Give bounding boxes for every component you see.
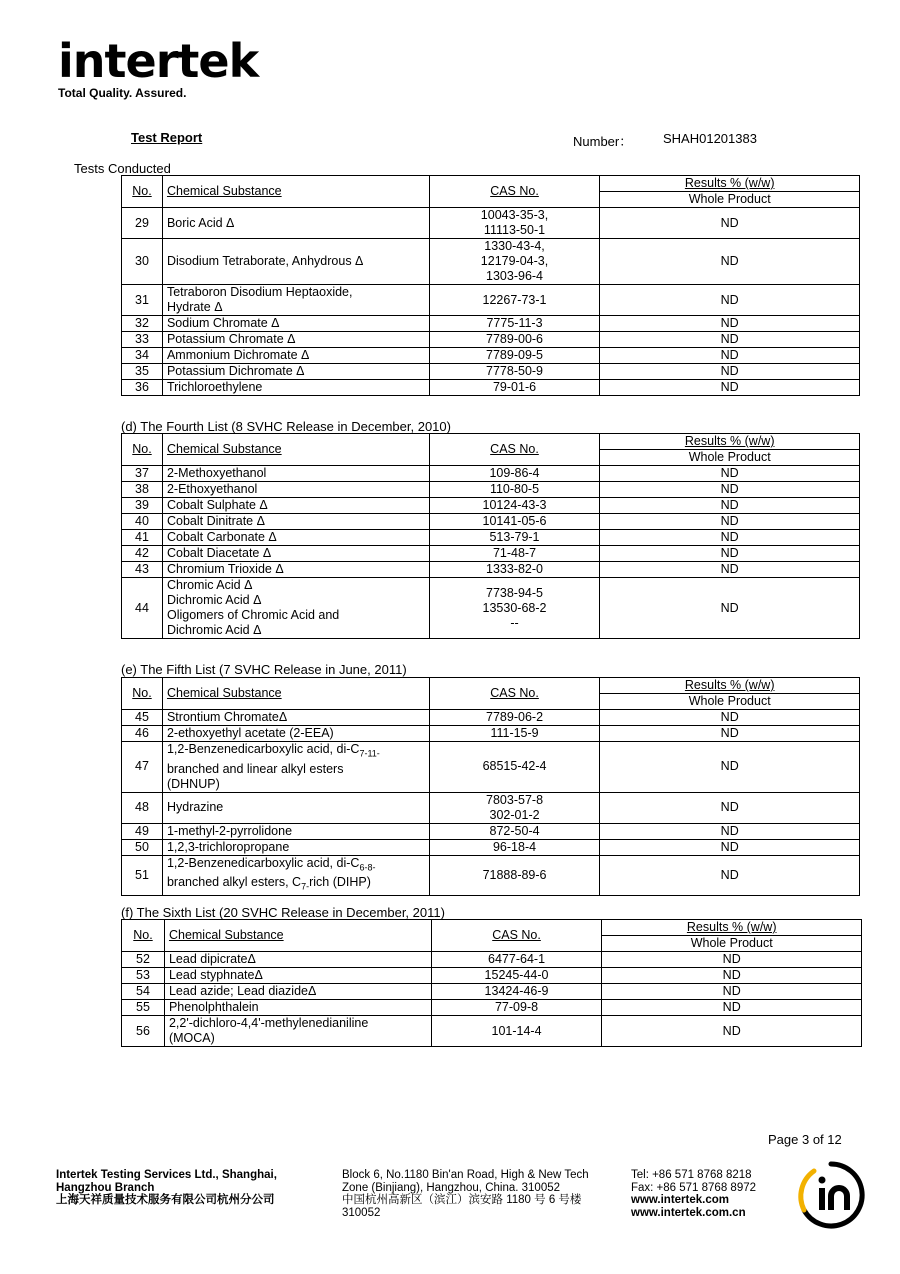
row-substance [162,726,429,742]
row-result: ND [600,239,860,285]
row-result: ND [600,546,860,562]
substance-name-line: 1,2-Benzenedicarboxylic acid, $di-C_{7-11-}$ [166,742,380,759]
table-header-row [122,920,862,936]
row-result: ND [600,742,860,793]
row-cas [429,466,600,482]
row-result: ND [602,968,862,984]
substance-name-line: Hydrate Δ [166,300,223,314]
row-result: ND [600,208,860,239]
svhc-table-third-list [121,175,860,396]
table-row [122,285,860,316]
footer-website-link[interactable]: www.intertek.com [631,1194,729,1206]
table-row [122,792,860,823]
footer-address-line: Block 6, No.1180 Bin'an Road, High & New Tech [342,1169,589,1181]
cas-number-line: 71-48-7 [492,546,537,560]
cas-number-line: 1330-43-4, [484,239,545,253]
row-substance [162,710,429,726]
table-row [122,984,862,1000]
row-result: ND [600,466,860,482]
substance-name-line: Lead styphnateΔ [168,968,263,982]
cas-number-line: 110-80-5 [489,482,540,496]
column-header-substance: Chemical Substance [162,678,429,710]
cas-number-line: 96-18-4 [492,839,537,854]
section-title-fifth-list: (e) The Fifth List (7 SVHC Release in June, 2011) [121,662,407,677]
table-row [122,332,860,348]
column-header-results: Results % (w/w) [602,920,862,936]
table-row [122,952,862,968]
substance-name-line: Boric Acid Δ [166,215,235,230]
table-header-row [122,176,860,192]
row-no: 33 [122,332,163,348]
substance-name-line: Ammonium Dichromate Δ [166,348,310,362]
substance-name-line: 1,2-Benzenedicarboxylic acid, $di-C_{6-8-}$ [166,855,376,872]
row-no: 50 [122,839,163,855]
row-result: ND [600,578,860,639]
row-cas [429,742,600,793]
cas-number-line: 10043-35-3, [480,208,549,222]
row-no: 48 [122,792,163,823]
cas-number-line: 13424-46-9 [484,984,549,998]
row-no: 35 [122,364,163,380]
row-no: 29 [122,208,163,239]
row-cas [429,514,600,530]
substance-name-line: 2-Methoxyethanol [166,466,267,480]
svhc-table-fifth-list [121,677,860,896]
intertek-emblem-icon [794,1158,868,1235]
row-substance [162,316,429,332]
table-row [122,1016,862,1047]
table-row [122,546,860,562]
footer-company-line: Intertek Testing Services Ltd., Shanghai, [56,1169,277,1181]
table-row [122,316,860,332]
substance-name-line: branched alkyl esters, $C_{7-}rich$ (DIHP) [166,875,371,892]
row-result: ND [600,348,860,364]
cas-number-line: -- [510,615,519,630]
row-cas [429,855,600,895]
cas-number-line: 1303-96-4 [486,269,544,283]
table-row [122,514,860,530]
substance-name-line: Lead azide; Lead diazideΔ [168,984,317,998]
row-no: 45 [122,710,163,726]
cas-number-line: 7778-50-9 [486,364,544,378]
substance-name-line: Cobalt Carbonate Δ [166,530,277,544]
table-row [122,498,860,514]
cas-number-line: 77-09-8 [494,1000,539,1014]
row-cas [429,710,600,726]
row-no: 41 [122,530,163,546]
cas-number-line: 12179-04-3, [480,254,549,268]
table-row [122,855,860,895]
cas-number-line: 10141-05-6 [482,514,547,528]
cas-number-line: 1333-82-0 [486,562,543,576]
table-row [122,1000,862,1016]
row-no: 38 [122,482,163,498]
row-no: 30 [122,239,163,285]
column-header-no: No. [122,920,165,952]
row-no: 52 [122,952,165,968]
footer-company [56,1169,277,1207]
substance-name-line: Oligomers of Chromic Acid and [166,608,340,622]
footer-company-line: Hangzhou Branch [56,1181,155,1194]
row-substance [164,968,431,984]
table-row [122,530,860,546]
substance-name-line: 1,2,3-trichloropropane [166,839,290,854]
substance-name-line: Cobalt Sulphate Δ [166,498,268,512]
row-no: 36 [122,380,163,396]
row-cas [429,208,600,239]
row-result: ND [600,839,860,855]
substance-name-line: branched and linear alkyl esters [166,761,344,776]
cas-number-line: 7789-00-6 [486,332,544,346]
row-no: 53 [122,968,165,984]
column-header-no: No. [122,434,163,466]
row-result: ND [600,482,860,498]
table-row [122,562,860,578]
row-result: ND [600,380,860,396]
substance-name-line: (MOCA) [168,1031,215,1045]
row-no: 47 [122,742,163,793]
row-no: 37 [122,466,163,482]
row-cas [431,1000,602,1016]
cas-number-line: 872-50-4 [489,823,540,838]
report-number: SHAH01201383 [663,131,757,146]
substance-name-line: Tetraboron Disodium Heptaoxide, [166,285,353,299]
cas-number-line: 68515-42-4 [482,759,547,774]
row-cas [429,364,600,380]
table-row [122,348,860,364]
report-title: Test Report [131,130,203,145]
row-no: 51 [122,855,163,895]
footer-company-line: 上海天祥质量技术服务有限公司杭州分公司 [56,1194,275,1206]
column-header-substance: Chemical Substance [162,434,429,466]
substance-name-line: Dichromic Acid Δ [166,593,262,607]
footer-address-line: 310052 [342,1206,381,1219]
table-header-row [122,434,860,450]
substance-name-line: (DHNUP) [166,776,220,791]
substance-name-line: Chromic Acid Δ [166,578,253,592]
substance-name-line: Sodium Chromate Δ [166,316,280,330]
cas-number-line: 109-86-4 [489,466,540,480]
cas-number-line: 11113-50-1 [483,223,546,237]
row-result: ND [600,710,860,726]
row-result: ND [600,514,860,530]
row-cas [429,578,600,639]
cas-number-line: 513-79-1 [489,530,540,544]
report-number-label: Number： [573,134,633,149]
column-header-cas: CAS No. [429,176,600,208]
row-result: ND [600,562,860,578]
row-cas [429,239,600,285]
table-row [122,839,860,855]
column-header-cas: CAS No. [429,678,600,710]
substance-name-line: Hydrazine [166,800,224,814]
row-cas [429,332,600,348]
row-substance [162,364,429,380]
row-result: ND [600,364,860,380]
row-substance [162,498,429,514]
row-result: ND [600,498,860,514]
substance-name-line: Chromium Trioxide Δ [166,562,284,576]
row-substance [162,855,429,895]
footer-address-line: 中国杭州高新区（滨江）滨安路 1180 号 6 号楼 [342,1194,582,1206]
row-substance [162,208,429,239]
row-no: 39 [122,498,163,514]
row-substance [162,823,429,839]
column-header-no: No. [122,176,163,208]
column-header-cas: CAS No. [429,434,600,466]
row-substance [162,839,429,855]
row-substance [164,952,431,968]
column-header-results: Results % (w/w) [600,678,860,694]
row-substance [162,742,429,793]
table-row [122,239,860,285]
row-substance [164,1016,431,1047]
row-cas [429,823,600,839]
row-result: ND [600,316,860,332]
cas-number-line: 13530-68-2 [482,600,547,615]
cas-number-line: 6477-64-1 [488,952,546,966]
tests-conducted-label: Tests Conducted [74,161,171,176]
row-substance [162,578,429,639]
section-title-fourth-list: (d) The Fourth List (8 SVHC Release in December, 2010) [121,419,451,434]
substance-name-line: Trichloroethylene [166,380,263,394]
cas-number-line: 101-14-4 [491,1023,542,1038]
row-no: 43 [122,562,163,578]
substance-name-line: Phenolphthalein [168,1000,259,1014]
row-cas [429,530,600,546]
column-header-results: Results % (w/w) [600,176,860,192]
row-result: ND [602,1016,862,1047]
row-cas [429,562,600,578]
row-cas [429,348,600,364]
brand-tagline: Total Quality. Assured. [58,86,187,100]
column-header-substance: Chemical Substance [162,176,429,208]
row-no: 44 [122,578,163,639]
row-substance [162,482,429,498]
row-cas [429,482,600,498]
cas-number-line: 12267-73-1 [482,292,547,307]
row-result: ND [600,530,860,546]
table-row [122,364,860,380]
substance-name-line: Cobalt Dinitrate Δ [166,514,265,528]
row-result: ND [602,952,862,968]
row-cas [429,726,600,742]
substance-name-line: Potassium Dichromate Δ [166,364,305,378]
row-substance [164,984,431,1000]
row-cas [429,792,600,823]
footer-contact [631,1169,756,1219]
table-row [122,726,860,742]
column-header-cas: CAS No. [431,920,602,952]
table-row [122,380,860,396]
row-result: ND [600,823,860,839]
row-result: ND [602,1000,862,1016]
table-row [122,823,860,839]
table-row [122,482,860,498]
table-row [122,208,860,239]
row-result: ND [600,855,860,895]
table-row [122,710,860,726]
brand-name: intertek [58,34,259,88]
column-header-whole-product: Whole Product [600,450,860,466]
footer-tel: Tel: +86 571 8768 8218 [631,1169,752,1181]
row-result: ND [600,285,860,316]
table-row [122,968,862,984]
row-no: 55 [122,1000,165,1016]
substance-name-line: Disodium Tetraborate, Anhydrous Δ [166,254,364,268]
column-header-substance: Chemical Substance [164,920,431,952]
row-substance [162,466,429,482]
row-cas [429,546,600,562]
cas-number-line: 111-15-9 [490,726,539,740]
footer-address [342,1169,589,1219]
column-header-no: No. [122,678,163,710]
row-no: 40 [122,514,163,530]
column-header-results: Results % (w/w) [600,434,860,450]
substance-name-line: Lead dipicrateΔ [168,952,256,966]
column-header-whole-product: Whole Product [602,936,862,952]
cas-number-line: 7789-06-2 [486,710,544,724]
column-header-whole-product: Whole Product [600,694,860,710]
row-substance [162,380,429,396]
cas-number-line: 71888-89-6 [482,867,547,882]
row-substance [162,562,429,578]
cas-number-line: 302-01-2 [489,807,540,822]
row-result: ND [600,332,860,348]
substance-name-line: Dichromic Acid Δ [166,623,262,637]
row-substance [162,239,429,285]
row-substance [162,348,429,364]
footer-address-line: Zone (Binjiang), Hangzhou, China. 310052 [342,1181,561,1194]
table-row [122,466,860,482]
footer-fax: Fax: +86 571 8768 8972 [631,1181,757,1194]
row-result: ND [600,726,860,742]
row-no: 46 [122,726,163,742]
row-result: ND [600,792,860,823]
row-substance [162,285,429,316]
substance-name-line: 2-ethoxyethyl acetate (2-EEA) [166,726,334,740]
row-substance [162,530,429,546]
row-cas [429,839,600,855]
cas-number-line: 7775-11-3 [486,316,543,330]
cas-number-line: 10124-43-3 [482,498,547,512]
substance-name-line: Potassium Chromate Δ [166,332,296,346]
row-cas [431,952,602,968]
row-no: 31 [122,285,163,316]
row-substance [162,332,429,348]
row-cas [429,316,600,332]
page-number: Page 3 of 12 [768,1132,842,1147]
row-cas [429,498,600,514]
row-cas [431,984,602,1000]
substance-name-line: 1-methyl-2-pyrrolidone [166,823,293,838]
row-substance [162,546,429,562]
row-substance [164,1000,431,1016]
table-row [122,578,860,639]
table-header-row [122,678,860,694]
intertek-logo [58,34,259,100]
cas-number-line: 15245-44-0 [484,968,549,982]
table-row [122,742,860,793]
row-no: 34 [122,348,163,364]
substance-name-line: Strontium ChromateΔ [166,710,288,724]
row-cas [429,380,600,396]
row-no: 54 [122,984,165,1000]
row-cas [431,968,602,984]
substance-name-line: Cobalt Diacetate Δ [166,546,272,560]
svhc-table-sixth-list [121,919,862,1047]
row-substance [162,514,429,530]
row-no: 42 [122,546,163,562]
row-cas [429,285,600,316]
section-title-sixth-list: (f) The Sixth List (20 SVHC Release in December, 2011) [121,905,445,920]
row-no: 56 [122,1016,165,1047]
cas-number-line: 7738-94-5 [486,585,543,600]
cas-number-line: 7789-09-5 [486,348,544,362]
cas-number-line: 7803-57-8 [486,792,544,807]
cas-number-line: 79-01-6 [492,380,537,394]
svhc-table-fourth-list [121,433,860,639]
footer-website-cn-link[interactable]: www.intertek.com.cn [631,1206,746,1219]
substance-name-line: 2-Ethoxyethanol [166,482,258,496]
column-header-whole-product: Whole Product [600,192,860,208]
row-result: ND [602,984,862,1000]
substance-name-line: 2,2'-dichloro-4,4'-methylenedianiline [168,1016,369,1030]
row-cas [431,1016,602,1047]
row-no: 49 [122,823,163,839]
row-substance [162,792,429,823]
row-no: 32 [122,316,163,332]
